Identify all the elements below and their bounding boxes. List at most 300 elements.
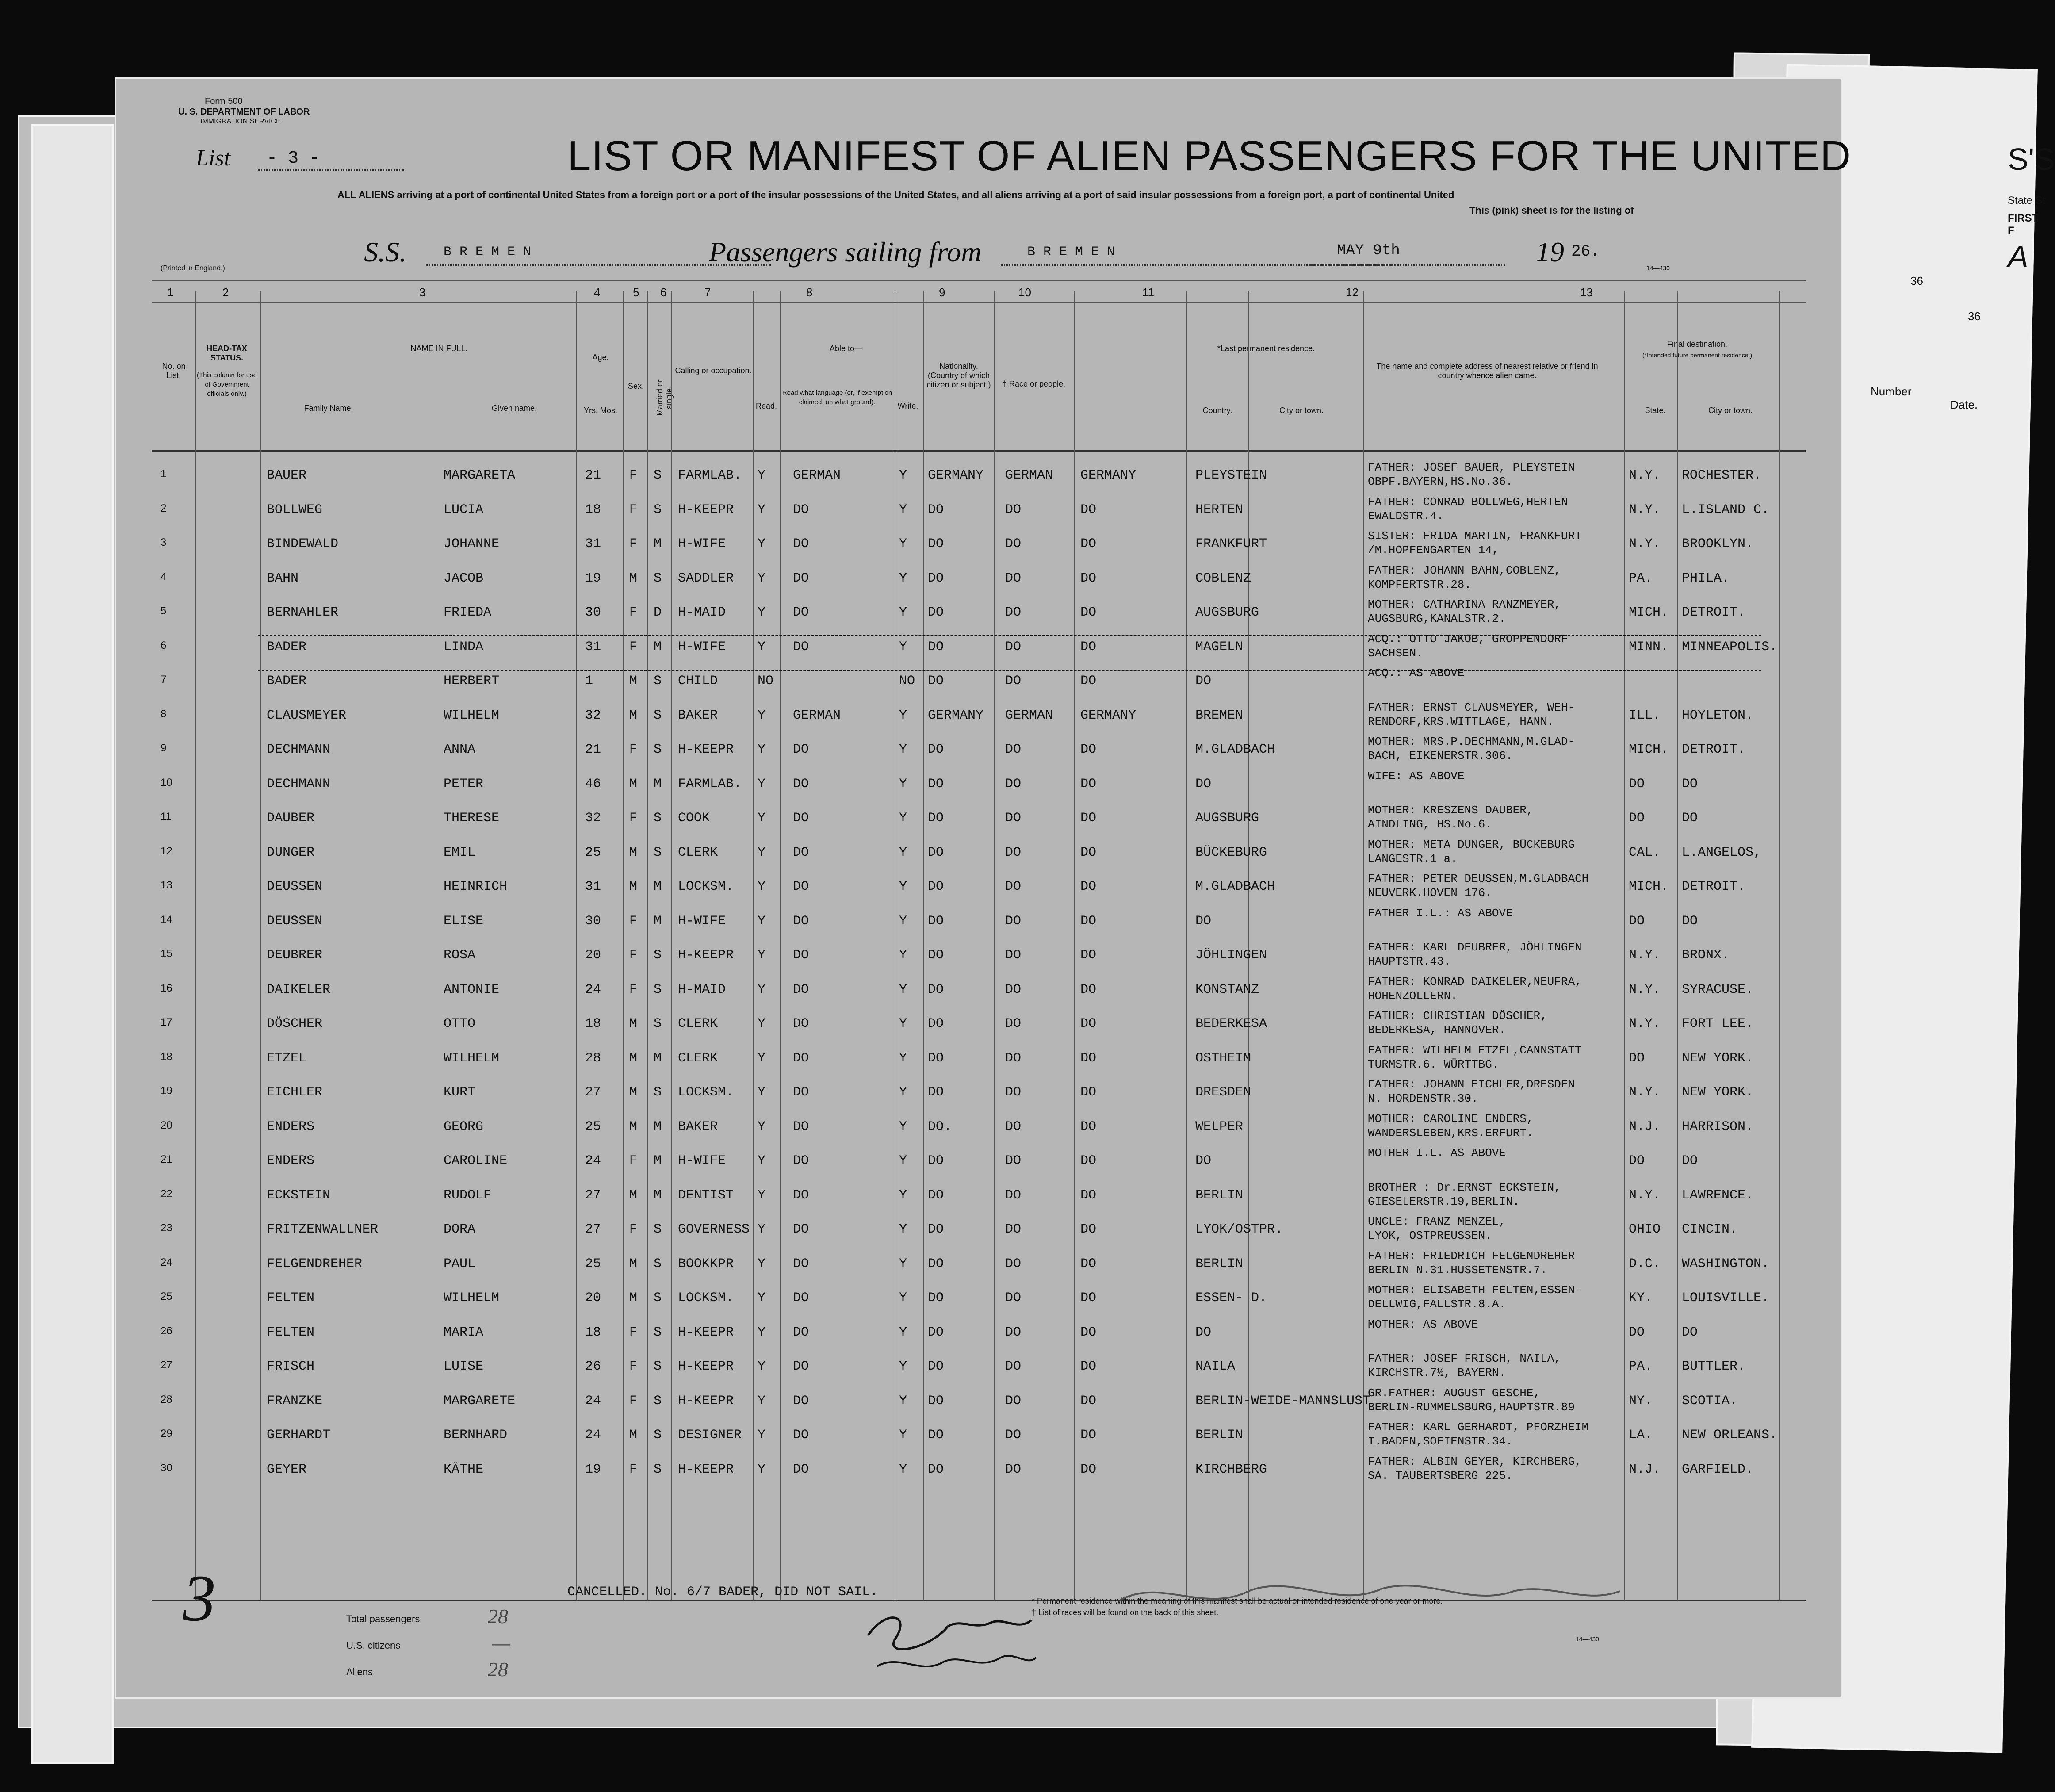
cell-family: CLAUSMEYER xyxy=(267,708,347,723)
cell-read: Y xyxy=(758,879,766,894)
cell-city: WELPER xyxy=(1195,1119,1244,1134)
cell-country: GERMANY xyxy=(1080,468,1137,483)
total-passengers: 28 xyxy=(488,1605,508,1627)
cell-country: DO xyxy=(1080,1325,1097,1340)
header-final-destination-note: (*Intended future permanent residence.) xyxy=(1642,352,1753,359)
table-row xyxy=(116,1316,1841,1351)
cell-given: ROSA xyxy=(444,948,476,963)
cell-country: DO xyxy=(1080,1222,1097,1237)
cell-nat: DO xyxy=(928,845,944,860)
cell-ms: M xyxy=(654,536,662,551)
cell-sex: F xyxy=(629,1393,638,1409)
cell-read: Y xyxy=(758,742,766,757)
cell-country: DO xyxy=(1080,536,1097,551)
cell-read: Y xyxy=(758,1016,766,1031)
cell-lang: DO xyxy=(793,879,809,894)
cell-given: ANTONIE xyxy=(444,982,500,997)
cell-dest: ROCHESTER. xyxy=(1682,468,1762,483)
cell-rel1: FATHER: ALBIN GEYER, KIRCHBERG, xyxy=(1368,1455,1582,1468)
cell-read: Y xyxy=(758,571,766,586)
cell-occ: LOCKSM. xyxy=(678,1085,734,1100)
cell-city: DO xyxy=(1195,1153,1212,1168)
cell-sex: M xyxy=(629,674,638,689)
cell-dest: DETROIT. xyxy=(1682,742,1746,757)
cell-dest: DETROIT. xyxy=(1682,879,1746,894)
cell-rel1: UNCLE: FRANZ MENZEL, xyxy=(1368,1215,1506,1228)
header-age: Age. xyxy=(592,353,609,362)
cell-age: 46 xyxy=(585,776,601,792)
cell-race: DO xyxy=(1005,1325,1022,1340)
cell-nat: GERMANY xyxy=(928,468,984,483)
table-row xyxy=(116,1110,1841,1145)
next-sheet-number: Number xyxy=(1871,385,1912,398)
cell-read: Y xyxy=(758,536,766,551)
cell-rel2: NEUVERK.HOVEN 176. xyxy=(1368,886,1492,900)
cell-ms: D xyxy=(654,605,662,620)
cell-no: 30 xyxy=(161,1462,172,1474)
cell-no: 9 xyxy=(161,742,167,754)
table-row xyxy=(116,905,1841,939)
cell-city: DO xyxy=(1195,913,1212,929)
cell-read: Y xyxy=(758,1393,766,1409)
cell-occ: SADDLER xyxy=(678,571,734,586)
header-city-town: City or town. xyxy=(1708,406,1753,415)
cell-no: 19 xyxy=(161,1085,172,1097)
cell-occ: CLERK xyxy=(678,1050,718,1066)
cell-state: N.Y. xyxy=(1629,1085,1661,1100)
cell-rel2: LYOK, OSTPREUSSEN. xyxy=(1368,1229,1492,1242)
cell-nat: DO xyxy=(928,913,944,929)
cell-country: DO xyxy=(1080,605,1097,620)
cell-city: LYOK/OSTPR. xyxy=(1195,1222,1283,1237)
col-num-10: 10 xyxy=(1018,286,1031,299)
table-row xyxy=(116,699,1841,734)
cell-given: ANNA xyxy=(444,742,476,757)
col-num-7: 7 xyxy=(704,286,711,299)
manifest-title: LIST OR MANIFEST OF ALIEN PASSENGERS FOR THE UNITED xyxy=(567,132,1852,180)
table-row xyxy=(116,1350,1841,1385)
us-citizens-label: U.S. citizens xyxy=(346,1640,401,1651)
cell-age: 28 xyxy=(585,1050,601,1066)
cell-city: DO xyxy=(1195,1325,1212,1340)
cell-sex: M xyxy=(629,1050,638,1066)
cell-given: MARIA xyxy=(444,1325,484,1340)
cell-read: Y xyxy=(758,1428,766,1443)
cell-dest: DO xyxy=(1682,1153,1698,1168)
cell-lang: DO xyxy=(793,1325,809,1340)
cell-read: Y xyxy=(758,776,766,792)
cell-country: DO xyxy=(1080,1428,1097,1443)
cell-family: DEUSSEN xyxy=(267,913,323,929)
cell-race: DO xyxy=(1005,1256,1022,1271)
cell-lang: DO xyxy=(793,1393,809,1409)
header-write: Write. xyxy=(897,402,918,410)
footnote-residence: * Permanent residence within the meaning of this manifest shall be actual or intended residence of one year or more. xyxy=(1032,1597,1443,1605)
cell-dest: BROOKLYN. xyxy=(1682,536,1754,551)
cell-no: 3 xyxy=(161,536,167,548)
cell-ms: S xyxy=(654,811,662,826)
cell-lang: DO xyxy=(793,1462,809,1477)
ship-name: B R E M E N xyxy=(444,245,532,260)
col-num-5: 5 xyxy=(633,286,639,299)
departure-port: B R E M E N xyxy=(1027,245,1115,260)
cell-ms: S xyxy=(654,948,662,963)
cell-rel1: FATHER: KARL GERHARDT, PFORZHEIM xyxy=(1368,1421,1589,1434)
cell-nat: DO xyxy=(928,1256,944,1271)
cell-rel2: HAUPTSTR.43. xyxy=(1368,955,1451,968)
cell-write: Y xyxy=(899,742,907,757)
cell-write: Y xyxy=(899,1016,907,1031)
cell-age: 19 xyxy=(585,571,601,586)
cell-lang: DO xyxy=(793,502,809,517)
cell-no: 20 xyxy=(161,1119,172,1131)
cell-rel1: MOTHER: AS ABOVE xyxy=(1368,1317,1478,1331)
cell-race: DO xyxy=(1005,776,1022,792)
cell-family: FELGENDREHER xyxy=(267,1256,363,1271)
cell-write: Y xyxy=(899,811,907,826)
cell-age: 25 xyxy=(585,845,601,860)
cell-nat: DO xyxy=(928,1187,944,1203)
cell-state: DO xyxy=(1629,1153,1645,1168)
cell-rel2: KOMPFERTSTR.28. xyxy=(1368,578,1472,591)
cell-ms: S xyxy=(654,1016,662,1031)
cell-write: Y xyxy=(899,948,907,963)
cell-no: 13 xyxy=(161,879,172,891)
cell-lang: DO xyxy=(793,913,809,929)
cell-nat: DO xyxy=(928,1462,944,1477)
cell-nat: DO xyxy=(928,776,944,792)
cell-occ: H-KEEPR xyxy=(678,502,734,517)
cell-ms: S xyxy=(654,1462,662,1477)
cell-rel1: ACQ.: OTTO JAKOB, GROPPENDORF xyxy=(1368,632,1568,646)
cell-age: 25 xyxy=(585,1119,601,1134)
cell-city: BEDERKESA xyxy=(1195,1016,1267,1031)
cell-occ: H-WIFE xyxy=(678,913,726,929)
cell-race: DO xyxy=(1005,1428,1022,1443)
cell-rel2: SA. TAUBERTSBERG 225. xyxy=(1368,1469,1513,1482)
cell-rel2: TURMSTR.6. WÜRTTBG. xyxy=(1368,1057,1499,1071)
cell-rel1: FATHER: ERNST CLAUSMEYER, WEH- xyxy=(1368,701,1575,714)
cell-no: 23 xyxy=(161,1222,172,1234)
cell-no: 2 xyxy=(161,502,167,514)
strike-row-6 xyxy=(258,635,1761,636)
cell-race: DO xyxy=(1005,1187,1022,1203)
cell-city: AUGSBURG xyxy=(1195,605,1259,620)
cell-state: PA. xyxy=(1629,571,1653,586)
cell-no: 1 xyxy=(161,468,167,480)
cell-occ: FARMLAB. xyxy=(678,468,742,483)
header-able-to: Able to— xyxy=(829,344,863,353)
cell-nat: DO xyxy=(928,605,944,620)
cell-rel1: FATHER: WILHELM ETZEL,CANNSTATT xyxy=(1368,1043,1582,1057)
footnote-races: † List of races will be found on the back of this sheet. xyxy=(1032,1608,1219,1617)
cell-occ: GOVERNESS xyxy=(678,1222,750,1237)
cell-race: DO xyxy=(1005,879,1022,894)
handwritten-page-mark: 3 xyxy=(183,1562,216,1635)
cell-write: Y xyxy=(899,1462,907,1477)
cell-family: FRITZENWALLNER xyxy=(267,1222,379,1237)
col-num-13: 13 xyxy=(1580,286,1593,299)
cell-family: BAUER xyxy=(267,468,307,483)
cell-country: DO xyxy=(1080,1153,1097,1168)
col-num-12: 12 xyxy=(1346,286,1359,299)
cell-no: 7 xyxy=(161,674,167,685)
cell-age: 30 xyxy=(585,913,601,929)
cell-country: DO xyxy=(1080,948,1097,963)
cell-given: KURT xyxy=(444,1085,476,1100)
cell-ms: S xyxy=(654,1393,662,1409)
cell-city: KONSTANZ xyxy=(1195,982,1259,997)
cell-read: NO xyxy=(758,674,774,689)
cell-dest: LOUISVILLE. xyxy=(1682,1290,1770,1306)
cell-race: DO xyxy=(1005,1153,1022,1168)
cell-age: 30 xyxy=(585,605,601,620)
cell-ms: M xyxy=(654,1187,662,1203)
cell-ms: S xyxy=(654,742,662,757)
table-row xyxy=(116,802,1841,836)
cell-sex: F xyxy=(629,1325,638,1340)
cell-ms: M xyxy=(654,879,662,894)
cell-rel2: BERLIN-RUMMELSBURG,HAUPTSTR.89 xyxy=(1368,1400,1575,1414)
cell-dest: HOYLETON. xyxy=(1682,708,1754,723)
cell-rel1: MOTHER: KRESZENS DAUBER, xyxy=(1368,804,1534,817)
cell-write: Y xyxy=(899,1119,907,1134)
cell-state: N.J. xyxy=(1629,1462,1661,1477)
cell-age: 24 xyxy=(585,1428,601,1443)
cell-read: Y xyxy=(758,639,766,655)
cell-write: Y xyxy=(899,502,907,517)
next-sheet-ss: S'S xyxy=(2008,142,2055,176)
next-sheet-date: Date. xyxy=(1950,398,1978,411)
table-row xyxy=(116,1145,1841,1179)
cell-city: AUGSBURG xyxy=(1195,811,1259,826)
next-sheet-first: FIRST F xyxy=(2008,212,2039,237)
cell-race: DO xyxy=(1005,982,1022,997)
cell-given: JOHANNE xyxy=(444,536,500,551)
cell-sex: M xyxy=(629,571,638,586)
list-number: - 3 - xyxy=(267,149,320,168)
cell-race: DO xyxy=(1005,1119,1022,1134)
cell-nat: DO xyxy=(928,1290,944,1306)
cell-no: 29 xyxy=(161,1428,172,1440)
year-suffix: 26. xyxy=(1571,242,1600,260)
header-no-on-list: No. on List. xyxy=(162,362,186,380)
header-sex: Sex. xyxy=(628,382,644,391)
cell-dest: MINNEAPOLIS. xyxy=(1682,639,1778,655)
cell-family: BERNAHLER xyxy=(267,605,339,620)
table-row xyxy=(116,733,1841,768)
cell-city: MAGELN xyxy=(1195,639,1244,655)
cell-rel2: KIRCHSTR.7½, BAYERN. xyxy=(1368,1366,1506,1379)
sailing-date: MAY 9th xyxy=(1337,242,1400,259)
cell-rel2: GIESELERSTR.19,BERLIN. xyxy=(1368,1195,1520,1208)
cell-write: NO xyxy=(899,674,915,689)
next-sheet-a: A xyxy=(2008,239,2028,274)
cell-city: BÜCKEBURG xyxy=(1195,845,1267,860)
table-row xyxy=(116,1076,1841,1110)
cell-nat: DO xyxy=(928,948,944,963)
cell-write: Y xyxy=(899,1393,907,1409)
cell-state: DO xyxy=(1629,1325,1645,1340)
cell-rel1: ACQ.: AS ABOVE xyxy=(1368,666,1465,680)
cell-city: KIRCHBERG xyxy=(1195,1462,1267,1477)
cell-state: DO xyxy=(1629,1050,1645,1066)
table-row xyxy=(116,1385,1841,1419)
cell-state: N.Y. xyxy=(1629,1187,1661,1203)
cell-occ: H-MAID xyxy=(678,605,726,620)
cell-ms: S xyxy=(654,1325,662,1340)
cell-race: DO xyxy=(1005,1462,1022,1477)
cell-occ: CLERK xyxy=(678,845,718,860)
cell-race: DO xyxy=(1005,1085,1022,1100)
cell-sex: F xyxy=(629,913,638,929)
cell-race: DO xyxy=(1005,639,1022,655)
cell-rel2: AUGSBURG,KANALSTR.2. xyxy=(1368,612,1506,625)
cell-nat: DO xyxy=(928,1428,944,1443)
cell-lang: DO xyxy=(793,639,809,655)
cell-nat: DO xyxy=(928,1085,944,1100)
cell-dest: DO xyxy=(1682,811,1698,826)
table-row xyxy=(116,562,1841,597)
col-num-1: 1 xyxy=(167,286,174,299)
cell-read: Y xyxy=(758,1222,766,1237)
cell-rel2: OBPF.BAYERN,HS.No.36. xyxy=(1368,475,1513,488)
cell-rel2: RENDORF,KRS.WITTLAGE, HANN. xyxy=(1368,715,1554,728)
cell-occ: H-WIFE xyxy=(678,639,726,655)
cell-no: 14 xyxy=(161,913,172,926)
cell-age: 27 xyxy=(585,1222,601,1237)
cell-occ: H-KEEPR xyxy=(678,948,734,963)
cell-state: N.Y. xyxy=(1629,948,1661,963)
cell-race: DO xyxy=(1005,1393,1022,1409)
cell-write: Y xyxy=(899,468,907,483)
cell-occ: DENTIST xyxy=(678,1187,734,1203)
aliens-count: 28 xyxy=(488,1658,508,1681)
cell-write: Y xyxy=(899,1050,907,1066)
cell-no: 18 xyxy=(161,1050,172,1063)
cell-read: Y xyxy=(758,1085,766,1100)
cell-rel1: FATHER: KONRAD DAIKELER,NEUFRA, xyxy=(1368,975,1582,988)
cell-rel1: FATHER: CHRISTIAN DÖSCHER, xyxy=(1368,1009,1547,1022)
cell-rel1: BROTHER : Dr.ERNST ECKSTEIN, xyxy=(1368,1180,1561,1194)
col-num-9: 9 xyxy=(939,286,945,299)
cell-rel2: AINDLING, HS.No.6. xyxy=(1368,818,1492,831)
cell-lang: DO xyxy=(793,1359,809,1374)
cell-occ: BOOKKPR xyxy=(678,1256,734,1271)
footer-code: 14—430 xyxy=(1576,1635,1599,1643)
cell-given: BERNHARD xyxy=(444,1428,508,1443)
cell-nat: DO xyxy=(928,742,944,757)
cell-write: Y xyxy=(899,1325,907,1340)
cell-occ: COOK xyxy=(678,811,710,826)
cell-ms: S xyxy=(654,1428,662,1443)
cell-rel1: MOTHER I.L. AS ABOVE xyxy=(1368,1146,1506,1160)
cell-state: N.J. xyxy=(1629,1119,1661,1134)
cell-read: Y xyxy=(758,982,766,997)
cell-lang: DO xyxy=(793,1187,809,1203)
cell-lang: DO xyxy=(793,1050,809,1066)
cell-state: N.Y. xyxy=(1629,502,1661,517)
cell-dest: DETROIT. xyxy=(1682,605,1746,620)
table-row xyxy=(116,596,1841,631)
cell-sex: F xyxy=(629,1462,638,1477)
cell-occ: H-KEEPR xyxy=(678,1462,734,1477)
header-yrs-mos: Yrs. Mos. xyxy=(583,406,617,415)
cell-country: DO xyxy=(1080,776,1097,792)
cell-no: 11 xyxy=(161,811,172,823)
us-citizens: — xyxy=(492,1631,510,1654)
cell-country: DO xyxy=(1080,1016,1097,1031)
cell-ms: S xyxy=(654,674,662,689)
cell-no: 15 xyxy=(161,948,172,960)
cell-family: FRISCH xyxy=(267,1359,315,1374)
col-num-3: 3 xyxy=(419,286,426,299)
cell-write: Y xyxy=(899,1187,907,1203)
cell-sex: F xyxy=(629,502,638,517)
cell-nat: DO xyxy=(928,1222,944,1237)
cell-age: 18 xyxy=(585,1016,601,1031)
cell-state: D.C. xyxy=(1629,1256,1661,1271)
cell-family: DAIKELER xyxy=(267,982,331,997)
cell-lang: DO xyxy=(793,845,809,860)
cell-city: BERLIN-WEIDE-MANNSLUST xyxy=(1195,1393,1371,1409)
cell-age: 27 xyxy=(585,1085,601,1100)
cell-country: DO xyxy=(1080,1290,1097,1306)
cell-city: DO xyxy=(1195,674,1212,689)
cell-country: DO xyxy=(1080,879,1097,894)
cell-write: Y xyxy=(899,1222,907,1237)
cell-no: 26 xyxy=(161,1325,172,1337)
cell-sex: M xyxy=(629,879,638,894)
table-row xyxy=(116,1419,1841,1453)
cell-age: 32 xyxy=(585,708,601,723)
cell-country: DO xyxy=(1080,982,1097,997)
cell-given: HEINRICH xyxy=(444,879,508,894)
cell-given: MARGARETA xyxy=(444,468,516,483)
cell-given: LUCIA xyxy=(444,502,484,517)
table-row xyxy=(116,1213,1841,1248)
cell-city: M.GLADBACH xyxy=(1195,879,1275,894)
cell-rel1: FATHER I.L.: AS ABOVE xyxy=(1368,906,1513,920)
cell-lang: DO xyxy=(793,811,809,826)
cell-family: BADER xyxy=(267,674,307,689)
cell-write: Y xyxy=(899,639,907,655)
cell-nat: DO xyxy=(928,1153,944,1168)
cell-read: Y xyxy=(758,605,766,620)
cell-sex: F xyxy=(629,948,638,963)
cell-city: DO xyxy=(1195,776,1212,792)
cell-rel1: FATHER: JOSEF BAUER, PLEYSTEIN xyxy=(1368,461,1575,474)
cell-rel1: SISTER: FRIDA MARTIN, FRANKFURT xyxy=(1368,529,1582,543)
cell-read: Y xyxy=(758,811,766,826)
total-passengers-label: Total passengers xyxy=(346,1613,420,1624)
service: IMMIGRATION SERVICE xyxy=(200,118,281,125)
cell-city: COBLENZ xyxy=(1195,571,1251,586)
cell-occ: CHILD xyxy=(678,674,718,689)
cell-sex: F xyxy=(629,536,638,551)
cell-state: N.Y. xyxy=(1629,1016,1661,1031)
cell-race: DO xyxy=(1005,1050,1022,1066)
cell-nat: DO xyxy=(928,982,944,997)
cell-given: PETER xyxy=(444,776,484,792)
cell-lang: DO xyxy=(793,742,809,757)
cell-race: DO xyxy=(1005,674,1022,689)
cell-race: DO xyxy=(1005,536,1022,551)
cell-age: 27 xyxy=(585,1187,601,1203)
cell-race: DO xyxy=(1005,811,1022,826)
header-relative: The name and complete address of nearest relative or friend in country whence alien came. xyxy=(1376,362,1598,380)
cell-dest: NEW YORK. xyxy=(1682,1085,1754,1100)
